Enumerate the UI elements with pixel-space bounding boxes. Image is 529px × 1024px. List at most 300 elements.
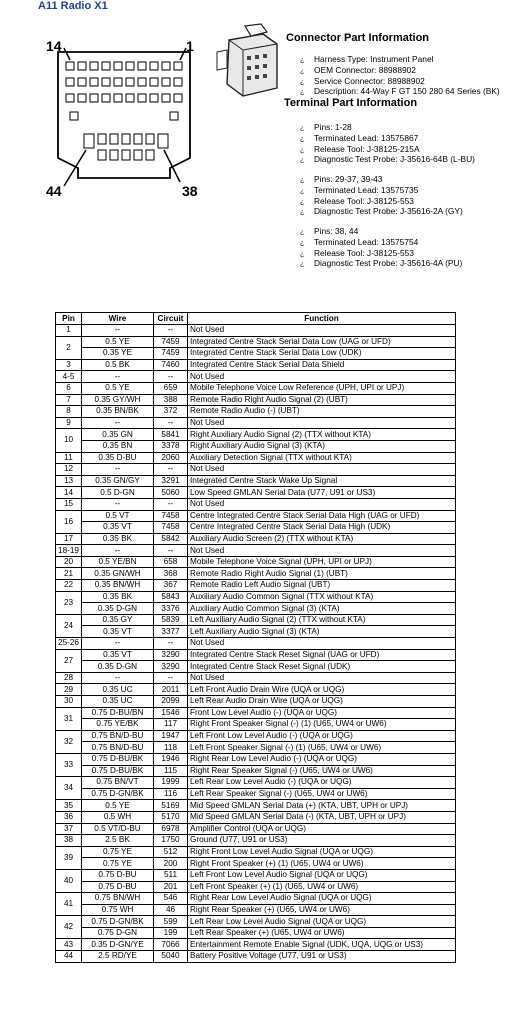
pin-cell: 12 [56,464,82,476]
terminal-info-item: ¿ Terminated Lead: 13575754 [300,236,419,247]
circuit-cell: -- [154,325,188,337]
wire-cell: -- [82,498,154,510]
table-row [56,788,456,800]
table-row [56,568,456,580]
function-cell: Amplifier Control (UQA or UQG) [188,823,456,835]
pin-cell: 23 [56,591,82,614]
circuit-cell: 1546 [154,707,188,719]
wire-cell: 0.75 D-GN [82,927,154,939]
function-cell: Right Auxiliary Audio Signal (3) (KTA) [188,440,456,452]
pin-cell: 10 [56,429,82,452]
table-row [56,603,456,615]
pin-cell: 13 [56,475,82,487]
terminal-info-item: ¿ Pins: 38, 44 [300,226,359,236]
bullet-icon: ¿ [300,67,305,75]
pin-cell: 39 [56,846,82,869]
bullet-icon: ¿ [300,125,305,132]
table-row [56,487,456,499]
circuit-cell: 368 [154,568,188,580]
table-row [56,614,456,626]
table-row [56,719,456,731]
circuit-cell: 118 [154,742,188,754]
function-cell: Ground (U77, U91 or US3) [188,835,456,847]
wire-cell: 0.5 VT [82,510,154,522]
pin-cell: 42 [56,916,82,939]
pin-cell: 30 [56,696,82,708]
circuit-cell: 6978 [154,823,188,835]
table-row [56,533,456,545]
wire-cell: 0.5 YE [82,382,154,394]
circuit-cell: 658 [154,556,188,568]
wire-cell: -- [82,417,154,429]
table-row [56,371,456,383]
wire-cell: -- [82,325,154,337]
table-row [56,765,456,777]
terminal-group-1 [300,123,475,166]
table-row [56,811,456,823]
function-cell: Left Auxiliary Audio Signal (2) (TTX without KTA) [188,614,456,626]
table-row [56,348,456,360]
wire-cell: 0.35 BN [82,440,154,452]
connector-info-heading: Connector Part Information [286,32,430,44]
wire-cell: 0.5 YE [82,336,154,348]
table-row [56,696,456,708]
pin-cell: 8 [56,406,82,418]
circuit-cell: -- [154,371,188,383]
pin-cell: 36 [56,811,82,823]
pin-cell: 15 [56,498,82,510]
function-cell: Right Front Low Level Audio Signal (UQA or UQG) [188,846,456,858]
pin-cell: 25-26 [56,638,82,650]
function-cell: Integrated Centre Stack Serial Data Shield [188,359,456,371]
circuit-cell: 388 [154,394,188,406]
function-cell: Left Front Speaker (+) (1) (U65, UW4 or UW6) [188,881,456,893]
table-row [56,927,456,939]
circuit-cell: -- [154,672,188,684]
circuit-cell: 512 [154,846,188,858]
function-cell: Battery Positive Voltage (U77, U91 or US3) [188,951,456,963]
bullet-icon: ¿ [300,157,305,165]
pin-cell: 35 [56,800,82,812]
wire-cell: 0.75 D-BU/BN [82,707,154,719]
circuit-cell: 1946 [154,753,188,765]
table-row [56,498,456,510]
circuit-cell: 2011 [154,684,188,696]
circuit-cell: 1999 [154,777,188,789]
circuit-cell: 511 [154,869,188,881]
table-row [56,522,456,534]
bullet-icon: ¿ [300,57,305,64]
table-row [56,661,456,673]
pin-cell: 34 [56,777,82,800]
function-cell: Left Front Low Level Audio Signal (UQA or UQG) [188,869,456,881]
table-row [56,452,456,464]
circuit-cell: 3376 [154,603,188,615]
bullet-icon: ¿ [300,261,305,269]
circuit-cell: -- [154,464,188,476]
header-function: Function [188,313,456,325]
wire-cell: 0.35 GN/GY [82,475,154,487]
connector-info-list [300,55,500,98]
table-row [56,440,456,452]
pin-cell: 32 [56,730,82,753]
page-title: A11 Radio X1 [38,0,108,12]
wire-cell: 0.35 D-BU [82,452,154,464]
function-cell: Mid Speed GMLAN Serial Data (+) (KTA, UBT, UPH or UPJ) [188,800,456,812]
circuit-cell: -- [154,545,188,557]
circuit-cell: 46 [154,904,188,916]
function-cell: Integrated Centre Stack Reset Signal (UAG or UFD) [188,649,456,661]
terminal-group-3 [300,227,462,270]
table-row [56,626,456,638]
wire-cell: 0.35 D-GN [82,661,154,673]
circuit-cell: 5169 [154,800,188,812]
circuit-cell: 199 [154,927,188,939]
pin-cell: 18-19 [56,545,82,557]
wire-cell: 0.5 BK [82,359,154,371]
circuit-cell: 3291 [154,475,188,487]
function-cell: Not Used [188,638,456,650]
circuit-cell: 7459 [154,336,188,348]
table-row [56,858,456,870]
circuit-cell: 200 [154,858,188,870]
circuit-cell: -- [154,498,188,510]
pin-cell: 4-5 [56,371,82,383]
circuit-cell: 3377 [154,626,188,638]
wire-cell: 0.75 BN/D-BU [82,742,154,754]
function-cell: Left Front Low Level Audio (-) (UQA or UQG) [188,730,456,742]
terminal-info-item: ¿ Terminated Lead: 13575867 [300,132,419,143]
circuit-cell: 1750 [154,835,188,847]
pin-cell: 9 [56,417,82,429]
table-row [56,684,456,696]
bullet-icon: ¿ [300,198,305,206]
terminal-info-item: ¿ Release Tool: J-38125-215A [300,143,420,154]
function-cell: Entertainment Remote Enable Signal (UDK, UQA, UQG or US3) [188,939,456,951]
connector-face-diagram [40,38,210,198]
wire-cell: 0.35 BK [82,533,154,545]
wire-cell: 0.35 UC [82,696,154,708]
wire-cell: 0.75 YE [82,858,154,870]
wire-cell: 0.75 YE [82,846,154,858]
table-row [56,869,456,881]
wire-cell: 0.35 VT [82,626,154,638]
wire-cell: 0.75 D-BU [82,869,154,881]
terminal-info-item: ¿ Pins: 29-37, 39-43 [300,174,383,184]
function-cell: Auxiliary Detection Signal (TTX without KTA) [188,452,456,464]
function-cell: Mobile Telephone Voice Signal (UPH, UPI or UPJ) [188,556,456,568]
wire-cell: 0.75 D-BU [82,881,154,893]
circuit-cell: 659 [154,382,188,394]
bullet-icon: ¿ [300,187,305,195]
circuit-cell: 1947 [154,730,188,742]
circuit-cell: 5841 [154,429,188,441]
pin-cell: 37 [56,823,82,835]
connector-info-item: ¿ OEM Connector: 88988902 [300,64,416,75]
function-cell: Not Used [188,672,456,684]
function-cell: Centre Integrated Centre Stack Serial Data High (UAG or UFD) [188,510,456,522]
table-row [56,742,456,754]
pin-cell: 41 [56,893,82,916]
table-row [56,591,456,603]
wire-cell: -- [82,638,154,650]
function-cell: Integrated Centre Stack Serial Data Low (UDK) [188,348,456,360]
terminal-info-item: ¿ Diagnostic Test Probe: J-35616-4A (PU) [300,258,463,269]
wire-cell: 0.75 YE/BK [82,719,154,731]
wire-cell: 0.35 VT [82,649,154,661]
table-row [56,939,456,951]
table-row [56,429,456,441]
pin-cell: 29 [56,684,82,696]
pinout-table [55,312,456,963]
function-cell: Remote Radio Left Audio Signal (UBT) [188,580,456,592]
circuit-cell: 5040 [154,951,188,963]
pin-cell: 33 [56,753,82,776]
bullet-icon: ¿ [300,250,305,258]
table-row [56,510,456,522]
pin-cell: 28 [56,672,82,684]
wire-cell: 0.75 BN/WH [82,893,154,905]
wire-cell: -- [82,545,154,557]
circuit-cell: 7460 [154,359,188,371]
pin-label-44: 44 [46,183,62,199]
function-cell: Not Used [188,498,456,510]
wire-cell: 0.5 D-GN [82,487,154,499]
table-row [56,325,456,337]
pin-label-38: 38 [182,183,198,199]
table-row [56,464,456,476]
function-cell: Mid Speed GMLAN Serial Data (-) (KTA, UBT, UPH or UPJ) [188,811,456,823]
function-cell: Integrated Centre Stack Wake Up Signal [188,475,456,487]
function-cell: Left Auxiliary Audio Signal (3) (KTA) [188,626,456,638]
bullet-icon: ¿ [300,146,305,154]
circuit-cell: 367 [154,580,188,592]
pin-cell: 16 [56,510,82,533]
function-cell: Low Speed GMLAN Serial Data (U77, U91 or US3) [188,487,456,499]
table-row [56,580,456,592]
wire-cell: 0.75 WH [82,904,154,916]
pin-cell: 38 [56,835,82,847]
circuit-cell: 7066 [154,939,188,951]
wire-cell: 0.35 GN [82,429,154,441]
wire-cell: 2.5 RD/YE [82,951,154,963]
wire-cell: 0.35 UC [82,684,154,696]
pin-cell: 17 [56,533,82,545]
function-cell: Auxiliary Audio Common Signal (TTX without KTA) [188,591,456,603]
wire-cell: 0.75 D-BU/BK [82,765,154,777]
wire-cell: 0.35 D-GN/YE [82,939,154,951]
table-row [56,475,456,487]
circuit-cell: 3290 [154,661,188,673]
circuit-cell: 5839 [154,614,188,626]
table-header-row [56,313,456,325]
table-row [56,649,456,661]
function-cell: Remote Radio Audio (-) (UBT) [188,406,456,418]
table-row [56,382,456,394]
header-wire: Wire [82,313,154,325]
function-cell: Left Front Speaker Signal (-) (1) (U65, UW4 or UW6) [188,742,456,754]
table-row [56,777,456,789]
bullet-icon: ¿ [300,89,305,97]
connector-info-item: ¿ Service Connector: 88988902 [300,75,425,86]
table-row [56,881,456,893]
connector-info-item: ¿ Description: 44-Way F GT 150 280 64 Series (BK) [300,86,500,97]
table-row [56,835,456,847]
function-cell: Right Front Speaker Signal (-) (1) (U65, UW4 or UW6) [188,719,456,731]
function-cell: Left Rear Speaker (+) (U65, UW4 or UW6) [188,927,456,939]
wire-cell: 0.35 BN/WH [82,580,154,592]
wire-cell: 0.75 D-BU/BK [82,753,154,765]
terminal-info-item: ¿ Release Tool: J-38125-553 [300,195,414,206]
wire-cell: 0.35 BK [82,591,154,603]
function-cell: Remote Radio Right Audio Signal (1) (UBT) [188,568,456,580]
terminal-info-item: ¿ Release Tool: J-38125-553 [300,247,414,258]
circuit-cell: 5843 [154,591,188,603]
circuit-cell: -- [154,417,188,429]
wire-cell: 0.5 YE [82,800,154,812]
header-circuit: Circuit [154,313,188,325]
circuit-cell: 3290 [154,649,188,661]
table-row [56,800,456,812]
bullet-icon: ¿ [300,135,305,143]
circuit-cell: 546 [154,893,188,905]
bullet-icon: ¿ [300,78,305,86]
function-cell: Right Rear Speaker Signal (-) (U65, UW4 or UW6) [188,765,456,777]
wire-cell: 0.35 D-GN [82,603,154,615]
function-cell: Auxiliary Audio Screen (2) (TTX without KTA) [188,533,456,545]
wire-cell: 0.35 GN/WH [82,568,154,580]
circuit-cell: -- [154,638,188,650]
wire-cell: 0.35 YE [82,348,154,360]
function-cell: Centre Integrated Centre Stack Serial Data High (UDK) [188,522,456,534]
table-row [56,638,456,650]
table-row [56,846,456,858]
bullet-icon: ¿ [300,239,305,247]
header-pin: Pin [56,313,82,325]
wire-cell: 0.75 D-GN/BK [82,788,154,800]
wire-cell: 0.35 GY [82,614,154,626]
circuit-cell: 2099 [154,696,188,708]
function-cell: Mobile Telephone Voice Low Reference (UPH, UPI or UPJ) [188,382,456,394]
circuit-cell: 7459 [154,348,188,360]
terminal-info-item: ¿ Pins: 1-28 [300,122,352,132]
circuit-cell: 7458 [154,522,188,534]
wire-cell: 0.5 YE/BN [82,556,154,568]
pin-cell: 14 [56,487,82,499]
function-cell: Left Front Audio Drain Wire (UQA or UQG) [188,684,456,696]
function-cell: Front Low Level Audio (-) (UQA or UQG) [188,707,456,719]
table-row [56,406,456,418]
pin-label-14: 14 [46,38,62,54]
wire-cell: 0.75 BN/D-BU [82,730,154,742]
wire-cell: 0.5 WH [82,811,154,823]
pin-cell: 21 [56,568,82,580]
terminal-info-item: ¿ Diagnostic Test Probe: J-35616-2A (GY) [300,206,463,217]
function-cell: Integrated Centre Stack Reset Signal (UDK) [188,661,456,673]
circuit-cell: 2060 [154,452,188,464]
pin-cell: 22 [56,580,82,592]
function-cell: Integrated Centre Stack Serial Data Low (UAG or UFD) [188,336,456,348]
function-cell: Not Used [188,545,456,557]
pin-cell: 2 [56,336,82,359]
wire-cell: 2.5 BK [82,835,154,847]
pin-cell: 1 [56,325,82,337]
pin-cell: 40 [56,869,82,892]
wire-cell: 0.35 BN/BK [82,406,154,418]
bullet-icon: ¿ [300,209,305,217]
wire-cell: 0.35 GY/WH [82,394,154,406]
circuit-cell: 115 [154,765,188,777]
table-body [56,325,456,963]
circuit-cell: 5842 [154,533,188,545]
pin-cell: 24 [56,614,82,637]
pin-cell: 6 [56,382,82,394]
table-row [56,904,456,916]
wire-cell: -- [82,371,154,383]
pin-cell: 3 [56,359,82,371]
table-row [56,556,456,568]
circuit-cell: 599 [154,916,188,928]
circuit-cell: 3378 [154,440,188,452]
bullet-icon: ¿ [300,229,305,236]
function-cell: Right Rear Low Level Audio (-) (UQA or UQG) [188,753,456,765]
table-row [56,823,456,835]
connector-outline [40,38,210,198]
bullet-icon: ¿ [300,177,305,184]
table-row [56,417,456,429]
table-row [56,893,456,905]
function-cell: Left Rear Audio Drain Wire (UQA or UQG) [188,696,456,708]
terminal-info-heading: Terminal Part Information [284,97,418,109]
function-cell: Not Used [188,464,456,476]
function-cell: Remote Radio Right Audio Signal (2) (UBT) [188,394,456,406]
pin-cell: 44 [56,951,82,963]
table-row [56,359,456,371]
pin-cell: 7 [56,394,82,406]
function-cell: Not Used [188,371,456,383]
circuit-cell: 5060 [154,487,188,499]
wire-cell: 0.75 BN/VT [82,777,154,789]
wire-cell: 0.5 VT/D-BU [82,823,154,835]
function-cell: Right Front Speaker (+) (1) (U65, UW4 or UW6) [188,858,456,870]
terminal-group-2 [300,175,463,218]
function-cell: Left Rear Low Level Audio Signal (UQA or UQG) [188,916,456,928]
connector-info-item: ¿ Harness Type: Instrument Panel [300,54,434,64]
wire-cell: 0.35 VT [82,522,154,534]
table-row [56,394,456,406]
pin-cell: 31 [56,707,82,730]
pin-cell: 20 [56,556,82,568]
pin-cell: 43 [56,939,82,951]
table-row [56,916,456,928]
wire-cell: -- [82,672,154,684]
table-row [56,672,456,684]
function-cell: Not Used [188,325,456,337]
function-cell: Right Rear Speaker (+) (U65, UW4 or UW6) [188,904,456,916]
circuit-cell: 5170 [154,811,188,823]
function-cell: Not Used [188,417,456,429]
circuit-cell: 116 [154,788,188,800]
pin-cell: 11 [56,452,82,464]
pin-label-1: 1 [186,38,194,54]
function-cell: Right Rear Low Level Audio Signal (UQA or UQG) [188,893,456,905]
terminal-info-item: ¿ Terminated Lead: 13575735 [300,184,419,195]
table-row [56,753,456,765]
wire-cell: -- [82,464,154,476]
table-row [56,336,456,348]
pin-cell: 27 [56,649,82,672]
table-row [56,707,456,719]
